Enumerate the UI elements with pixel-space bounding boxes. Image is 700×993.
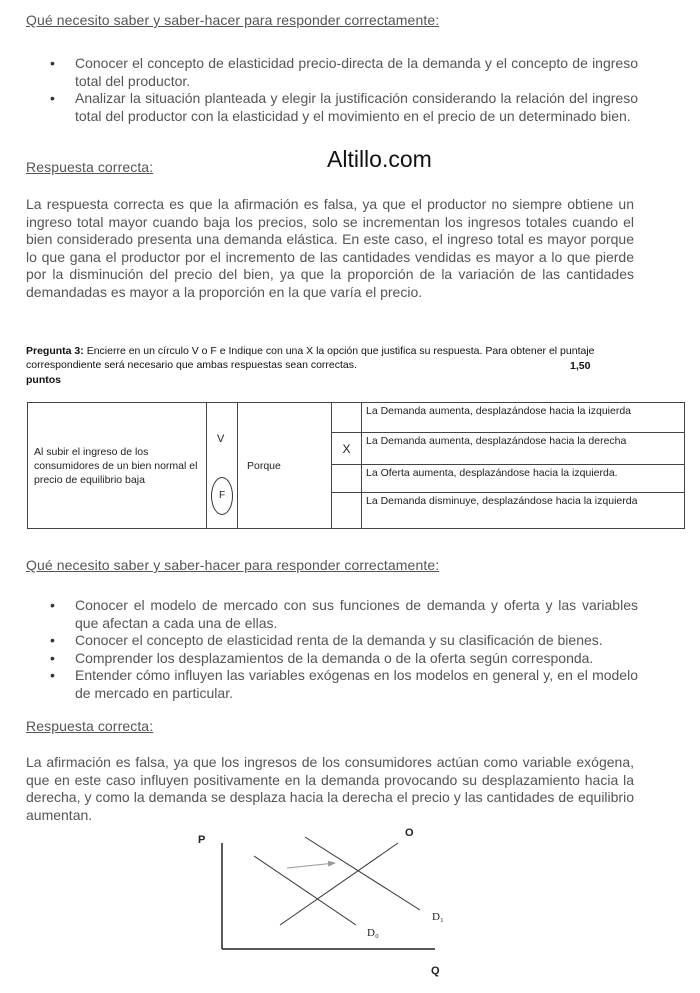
q-axis-label: Q [431,965,440,977]
section2-heading: Qué necesito saber y saber-hacer para responder correctamente: [26,557,440,573]
question-text: Encierre en un círculo V o F e Indique con una X la opción que justifica su respuesta. Para obtener el puntaje correspondiente será necesario que ambas respuestas sean correctas. [26,345,595,371]
option-mark-cell[interactable]: X [332,433,362,465]
section2-bullet-list [48,597,638,702]
option-text-cell: La Demanda aumenta, desplazándose hacia la izquierda [362,403,685,433]
points-value: 1,50 [570,360,591,372]
d1-label: D₁ [432,911,444,923]
points-word: puntos [26,374,61,386]
list-item: • Conocer el concepto de elasticidad precio-directa de la demanda y el concepto de ingreso total del productor. [48,55,638,90]
false-option-circled[interactable]: F [211,477,233,515]
question-table [27,402,685,529]
question-instructions [26,344,646,372]
section1-heading: Qué necesito saber y saber-hacer para responder correctamente: [26,12,440,28]
section2-answer-heading: Respuesta correcta: [26,718,154,734]
option-mark-cell[interactable] [332,465,362,493]
supply-label: O [405,827,414,839]
supply-curve [280,843,398,925]
list-item: • Conocer el modelo de mercado con sus funciones de demanda y oferta y las variables que afectan a cada una de ellas. [48,597,638,632]
option-text-cell: La Demanda disminuye, desplazándose hacia la izquierda [362,493,685,529]
list-item: • Analizar la situación planteada y elegir la justificación considerando la relación del ingreso total del productor con la elasticidad y el movimiento en el precio de un determinado bien. [48,90,638,125]
section1-answer-text: La respuesta correcta es que la afirmación es falsa, ya que el productor no siempre obtiene un ingreso total mayor cuando baja los precios, solo se incrementan los ingresos totales cuando el bien considerado presenta una demanda elástica. En este caso, el ingreso total es mayor porque lo que gana el productor por el incremento de las cantidades vendidas es mayor a lo que pierde por la disminución del precio del bien, ya que la proporción de la variación de las cantidades demandadas es mayor a la proporción en la que varía el precio. [26,196,634,300]
shift-arrow-icon [287,863,335,868]
list-item: • Conocer el concepto de elasticidad renta de la demanda y su clasificación de bienes. [48,632,638,650]
demand-curve-d1 [305,837,420,910]
list-item: • Comprender los desplazamientos de la demanda o de la oferta según corresponda. [48,650,638,668]
option-mark-cell[interactable] [332,403,362,433]
question-label: Pregunta 3: [26,345,84,357]
option-text-cell: La Demanda aumenta, desplazándose hacia la derecha [362,433,685,465]
list-item: • Entender cómo influyen las variables exógenas en los modelos en general y, en el modelo de mercado en particular. [48,667,638,702]
porque-label: Porque [247,459,281,472]
true-option[interactable]: V [217,433,225,445]
supply-demand-graph [190,823,460,983]
statement-text: Al subir el ingreso de los consumidores de un bien normal el precio de equilibrio baja [34,445,198,486]
d0-label: D₀ [367,927,379,939]
option-mark-cell[interactable] [332,493,362,529]
option-text-cell: La Oferta aumenta, desplazándose hacia la izquierda. [362,465,685,493]
watermark-text: Altillo.com [327,146,432,172]
section1-bullet-list [48,55,638,125]
p-axis-label: P [198,834,206,846]
porque-cell [238,403,332,529]
statement-cell [28,403,207,529]
true-false-cell [207,403,238,529]
section2-answer-text: La afirmación es falsa, ya que los ingresos de los consumidores actúan como variable exógena, que en este caso influyen positivamente en la demanda provocando su desplazamiento hacia la derecha, y como la demanda se desplaza hacia la derecha el precio y las cantidades de equilibrio aumentan. [26,754,634,823]
section1-answer-heading: Respuesta correcta: [26,159,154,175]
